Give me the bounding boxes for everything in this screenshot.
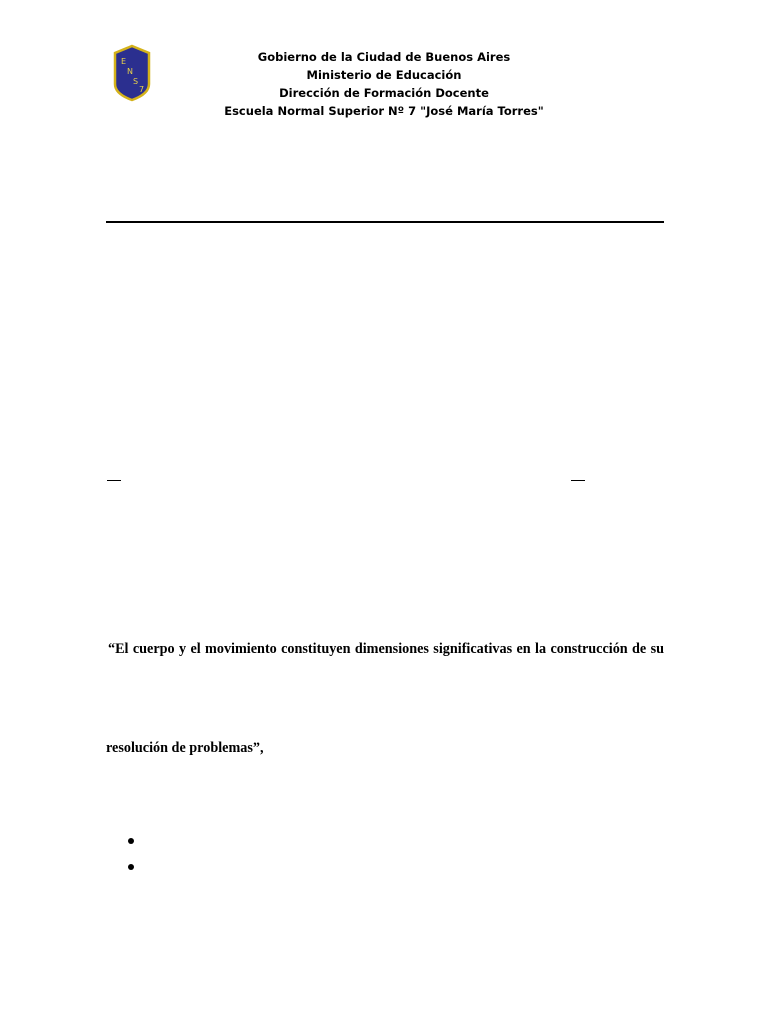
header-government: Gobierno de la Ciudad de Buenos Aires <box>257 50 511 64</box>
crest-letter-s: S <box>133 77 139 86</box>
left-dash-mark <box>107 480 121 481</box>
quote-end-line: resolución de problemas”, <box>106 740 264 756</box>
bullet-point <box>128 864 134 870</box>
crest-letter-e: E <box>121 57 127 66</box>
header-school: Escuela Normal Superior Nº 7 "José María Torres" <box>224 104 544 118</box>
right-dash-mark <box>571 480 585 481</box>
header-ministry: Ministerio de Educación <box>306 68 462 82</box>
quote-text-line: “El cuerpo y el movimiento constituyen dimensiones significativas en la construcción de su <box>108 641 664 657</box>
crest-letter-n: N <box>127 67 133 76</box>
header-divider <box>106 221 664 223</box>
header-direction: Dirección de Formación Docente <box>279 86 489 100</box>
crest-letter-7: 7 <box>139 85 145 94</box>
institution-header <box>0 48 768 120</box>
bullet-point <box>128 838 134 844</box>
